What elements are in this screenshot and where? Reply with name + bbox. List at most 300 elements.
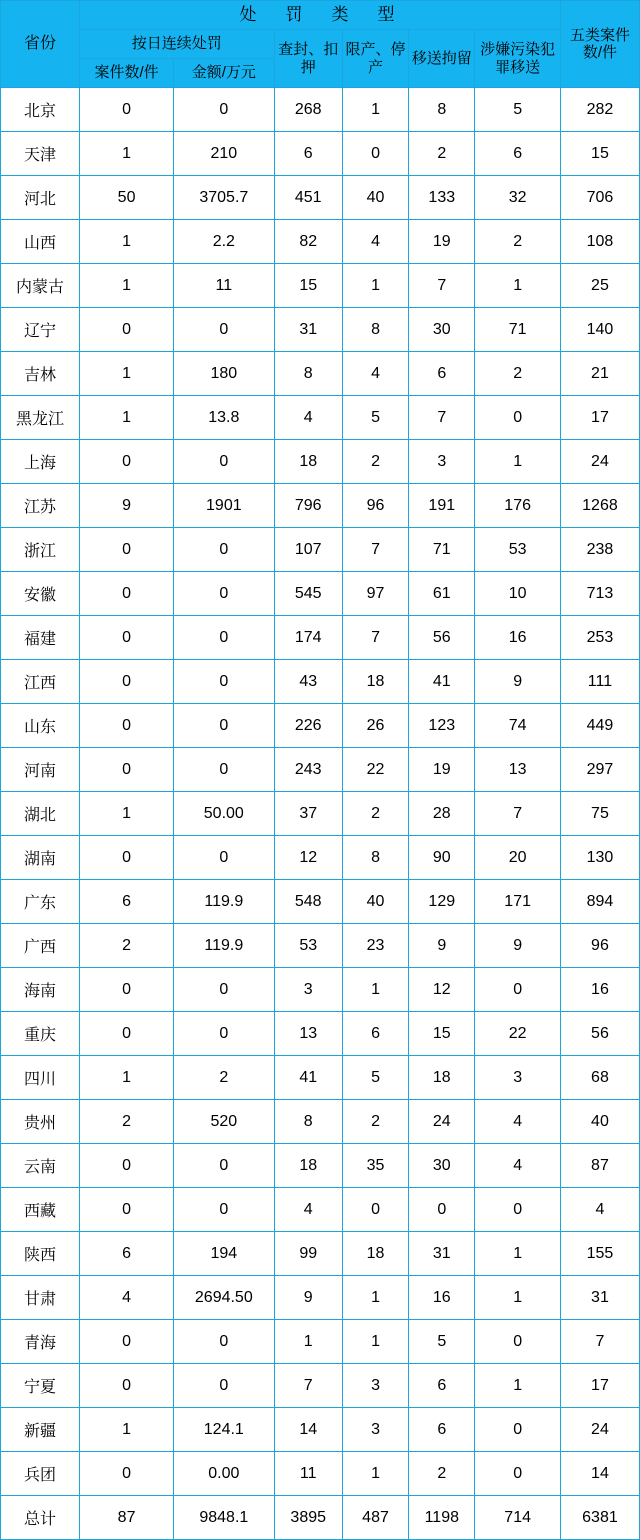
cell-five-category-total: 75 — [560, 792, 639, 836]
cell-seal-seize: 37 — [274, 792, 342, 836]
cell-province: 内蒙古 — [1, 264, 80, 308]
table-row — [1, 748, 640, 792]
cell-limit-stop: 7 — [342, 616, 408, 660]
cell-province: 天津 — [1, 132, 80, 176]
table-row — [1, 792, 640, 836]
cell-seal-seize: 243 — [274, 748, 342, 792]
cell-five-category-total: 238 — [560, 528, 639, 572]
cell-daily-case-count: 1 — [80, 352, 174, 396]
cell-transfer-detention: 56 — [409, 616, 475, 660]
cell-seal-seize: 18 — [274, 1144, 342, 1188]
table-row — [1, 528, 640, 572]
cell-seal-seize: 796 — [274, 484, 342, 528]
cell-five-category-total: 40 — [560, 1100, 639, 1144]
cell-daily-amount: 0 — [174, 1012, 274, 1056]
cell-seal-seize: 4 — [274, 396, 342, 440]
cell-transfer-detention: 41 — [409, 660, 475, 704]
cell-daily-amount: 50.00 — [174, 792, 274, 836]
cell-limit-stop: 8 — [342, 308, 408, 352]
cell-five-category-total: 155 — [560, 1232, 639, 1276]
cell-crime-transfer: 0 — [475, 1452, 560, 1496]
cell-five-category-total: 297 — [560, 748, 639, 792]
cell-daily-case-count: 0 — [80, 616, 174, 660]
cell-five-category-total: 108 — [560, 220, 639, 264]
table-row — [1, 308, 640, 352]
cell-limit-stop: 23 — [342, 924, 408, 968]
cell-transfer-detention: 1198 — [409, 1496, 475, 1540]
header-amount: 金额/万元 — [174, 59, 274, 88]
cell-province: 福建 — [1, 616, 80, 660]
cell-province: 湖南 — [1, 836, 80, 880]
cell-crime-transfer: 1 — [475, 264, 560, 308]
header-province: 省份 — [1, 1, 80, 88]
cell-province: 江苏 — [1, 484, 80, 528]
cell-seal-seize: 43 — [274, 660, 342, 704]
cell-daily-case-count: 0 — [80, 1012, 174, 1056]
header-row-2 — [1, 30, 640, 59]
cell-province: 重庆 — [1, 1012, 80, 1056]
cell-five-category-total: 706 — [560, 176, 639, 220]
cell-five-category-total: 17 — [560, 1364, 639, 1408]
cell-daily-case-count: 6 — [80, 1232, 174, 1276]
table-row — [1, 220, 640, 264]
cell-province: 总计 — [1, 1496, 80, 1540]
cell-daily-amount: 0 — [174, 1144, 274, 1188]
cell-crime-transfer: 53 — [475, 528, 560, 572]
cell-limit-stop: 22 — [342, 748, 408, 792]
cell-transfer-detention: 133 — [409, 176, 475, 220]
cell-limit-stop: 26 — [342, 704, 408, 748]
cell-daily-case-count: 0 — [80, 968, 174, 1012]
table-row — [1, 1320, 640, 1364]
cell-province: 吉林 — [1, 352, 80, 396]
cell-crime-transfer: 6 — [475, 132, 560, 176]
cell-five-category-total: 894 — [560, 880, 639, 924]
cell-crime-transfer: 74 — [475, 704, 560, 748]
cell-daily-case-count: 87 — [80, 1496, 174, 1540]
cell-transfer-detention: 15 — [409, 1012, 475, 1056]
cell-limit-stop: 8 — [342, 836, 408, 880]
cell-five-category-total: 24 — [560, 440, 639, 484]
cell-seal-seize: 1 — [274, 1320, 342, 1364]
cell-crime-transfer: 3 — [475, 1056, 560, 1100]
cell-crime-transfer: 2 — [475, 220, 560, 264]
cell-daily-amount: 0.00 — [174, 1452, 274, 1496]
cell-daily-amount: 0 — [174, 572, 274, 616]
cell-limit-stop: 4 — [342, 352, 408, 396]
cell-five-category-total: 16 — [560, 968, 639, 1012]
cell-province: 安徽 — [1, 572, 80, 616]
cell-seal-seize: 545 — [274, 572, 342, 616]
cell-five-category-total: 31 — [560, 1276, 639, 1320]
cell-five-category-total: 25 — [560, 264, 639, 308]
cell-crime-transfer: 13 — [475, 748, 560, 792]
cell-five-category-total: 87 — [560, 1144, 639, 1188]
cell-daily-case-count: 50 — [80, 176, 174, 220]
cell-five-category-total: 713 — [560, 572, 639, 616]
cell-daily-amount: 0 — [174, 528, 274, 572]
cell-crime-transfer: 4 — [475, 1144, 560, 1188]
cell-limit-stop: 1 — [342, 1276, 408, 1320]
cell-seal-seize: 13 — [274, 1012, 342, 1056]
cell-daily-case-count: 9 — [80, 484, 174, 528]
cell-daily-amount: 0 — [174, 88, 274, 132]
cell-province: 河南 — [1, 748, 80, 792]
cell-daily-case-count: 0 — [80, 440, 174, 484]
cell-province: 江西 — [1, 660, 80, 704]
cell-daily-amount: 124.1 — [174, 1408, 274, 1452]
cell-daily-case-count: 0 — [80, 308, 174, 352]
cell-seal-seize: 268 — [274, 88, 342, 132]
table-row — [1, 836, 640, 880]
cell-province: 兵团 — [1, 1452, 80, 1496]
header-limit-stop-production: 限产、停产 — [342, 30, 408, 88]
cell-province: 新疆 — [1, 1408, 80, 1452]
cell-seal-seize: 41 — [274, 1056, 342, 1100]
cell-daily-case-count: 0 — [80, 528, 174, 572]
cell-transfer-detention: 3 — [409, 440, 475, 484]
cell-daily-amount: 194 — [174, 1232, 274, 1276]
cell-five-category-total: 56 — [560, 1012, 639, 1056]
cell-province: 广西 — [1, 924, 80, 968]
cell-transfer-detention: 7 — [409, 396, 475, 440]
cell-province: 辽宁 — [1, 308, 80, 352]
cell-province: 四川 — [1, 1056, 80, 1100]
cell-crime-transfer: 9 — [475, 924, 560, 968]
cell-seal-seize: 451 — [274, 176, 342, 220]
cell-seal-seize: 12 — [274, 836, 342, 880]
table-row — [1, 1276, 640, 1320]
cell-province: 浙江 — [1, 528, 80, 572]
cell-seal-seize: 15 — [274, 264, 342, 308]
cell-crime-transfer: 10 — [475, 572, 560, 616]
cell-five-category-total: 14 — [560, 1452, 639, 1496]
header-case-count: 案件数/件 — [80, 59, 174, 88]
cell-transfer-detention: 6 — [409, 1364, 475, 1408]
cell-transfer-detention: 9 — [409, 924, 475, 968]
cell-daily-case-count: 0 — [80, 704, 174, 748]
cell-daily-case-count: 1 — [80, 792, 174, 836]
cell-five-category-total: 1268 — [560, 484, 639, 528]
cell-province: 河北 — [1, 176, 80, 220]
table-row — [1, 616, 640, 660]
cell-transfer-detention: 30 — [409, 308, 475, 352]
table-row — [1, 924, 640, 968]
cell-daily-case-count: 0 — [80, 1364, 174, 1408]
cell-daily-amount: 0 — [174, 308, 274, 352]
cell-province: 陕西 — [1, 1232, 80, 1276]
cell-five-category-total: 111 — [560, 660, 639, 704]
cell-crime-transfer: 20 — [475, 836, 560, 880]
table-row — [1, 1144, 640, 1188]
table-row — [1, 484, 640, 528]
cell-daily-case-count: 0 — [80, 748, 174, 792]
cell-limit-stop: 1 — [342, 968, 408, 1012]
cell-five-category-total: 449 — [560, 704, 639, 748]
cell-seal-seize: 82 — [274, 220, 342, 264]
cell-crime-transfer: 5 — [475, 88, 560, 132]
header-five-category-total: 五类案件数/件 — [560, 1, 639, 88]
cell-crime-transfer: 1 — [475, 1276, 560, 1320]
cell-daily-case-count: 1 — [80, 264, 174, 308]
cell-daily-amount: 1901 — [174, 484, 274, 528]
cell-daily-case-count: 1 — [80, 132, 174, 176]
cell-limit-stop: 18 — [342, 1232, 408, 1276]
cell-daily-amount: 119.9 — [174, 924, 274, 968]
cell-daily-amount: 180 — [174, 352, 274, 396]
cell-daily-amount: 0 — [174, 616, 274, 660]
header-row-1 — [1, 1, 640, 30]
cell-crime-transfer: 176 — [475, 484, 560, 528]
cell-transfer-detention: 90 — [409, 836, 475, 880]
cell-daily-case-count: 0 — [80, 1452, 174, 1496]
cell-seal-seize: 3 — [274, 968, 342, 1012]
cell-limit-stop: 6 — [342, 1012, 408, 1056]
cell-transfer-detention: 19 — [409, 748, 475, 792]
cell-seal-seize: 226 — [274, 704, 342, 748]
cell-crime-transfer: 32 — [475, 176, 560, 220]
cell-daily-case-count: 0 — [80, 1320, 174, 1364]
cell-crime-transfer: 7 — [475, 792, 560, 836]
cell-crime-transfer: 1 — [475, 1364, 560, 1408]
cell-transfer-detention: 123 — [409, 704, 475, 748]
cell-seal-seize: 107 — [274, 528, 342, 572]
cell-five-category-total: 17 — [560, 396, 639, 440]
cell-province: 湖北 — [1, 792, 80, 836]
cell-daily-case-count: 0 — [80, 660, 174, 704]
cell-transfer-detention: 7 — [409, 264, 475, 308]
cell-limit-stop: 40 — [342, 880, 408, 924]
cell-province: 甘肃 — [1, 1276, 80, 1320]
cell-province: 海南 — [1, 968, 80, 1012]
cell-daily-amount: 520 — [174, 1100, 274, 1144]
cell-limit-stop: 0 — [342, 1188, 408, 1232]
cell-transfer-detention: 19 — [409, 220, 475, 264]
cell-province: 北京 — [1, 88, 80, 132]
cell-daily-case-count: 2 — [80, 1100, 174, 1144]
cell-limit-stop: 1 — [342, 1452, 408, 1496]
cell-daily-amount: 0 — [174, 1188, 274, 1232]
header-seal-seize: 查封、扣押 — [274, 30, 342, 88]
cell-daily-case-count: 0 — [80, 1188, 174, 1232]
table-row — [1, 1232, 640, 1276]
cell-daily-case-count: 6 — [80, 880, 174, 924]
table-row — [1, 1056, 640, 1100]
cell-daily-case-count: 0 — [80, 572, 174, 616]
cell-limit-stop: 3 — [342, 1364, 408, 1408]
cell-seal-seize: 99 — [274, 1232, 342, 1276]
cell-limit-stop: 5 — [342, 396, 408, 440]
cell-province: 山东 — [1, 704, 80, 748]
cell-seal-seize: 6 — [274, 132, 342, 176]
table-row — [1, 1408, 640, 1452]
cell-five-category-total: 4 — [560, 1188, 639, 1232]
cell-transfer-detention: 24 — [409, 1100, 475, 1144]
cell-transfer-detention: 31 — [409, 1232, 475, 1276]
cell-limit-stop: 2 — [342, 792, 408, 836]
cell-five-category-total: 21 — [560, 352, 639, 396]
table-row — [1, 572, 640, 616]
cell-transfer-detention: 2 — [409, 1452, 475, 1496]
cell-limit-stop: 2 — [342, 1100, 408, 1144]
cell-transfer-detention: 18 — [409, 1056, 475, 1100]
header-pollution-crime-transfer: 涉嫌污染犯罪移送 — [475, 30, 560, 88]
cell-limit-stop: 487 — [342, 1496, 408, 1540]
cell-daily-case-count: 0 — [80, 88, 174, 132]
cell-seal-seize: 4 — [274, 1188, 342, 1232]
cell-daily-amount: 119.9 — [174, 880, 274, 924]
cell-limit-stop: 0 — [342, 132, 408, 176]
cell-daily-amount: 3705.7 — [174, 176, 274, 220]
cell-seal-seize: 7 — [274, 1364, 342, 1408]
cell-transfer-detention: 6 — [409, 352, 475, 396]
cell-province: 云南 — [1, 1144, 80, 1188]
cell-daily-amount: 2694.50 — [174, 1276, 274, 1320]
cell-five-category-total: 24 — [560, 1408, 639, 1452]
cell-daily-amount: 13.8 — [174, 396, 274, 440]
cell-crime-transfer: 0 — [475, 1320, 560, 1364]
table-total-row — [1, 1496, 640, 1540]
table-row — [1, 396, 640, 440]
cell-five-category-total: 253 — [560, 616, 639, 660]
cell-five-category-total: 68 — [560, 1056, 639, 1100]
cell-transfer-detention: 8 — [409, 88, 475, 132]
cell-daily-amount: 0 — [174, 704, 274, 748]
cell-five-category-total: 140 — [560, 308, 639, 352]
cell-crime-transfer: 71 — [475, 308, 560, 352]
cell-crime-transfer: 0 — [475, 1408, 560, 1452]
cell-five-category-total: 15 — [560, 132, 639, 176]
cell-crime-transfer: 714 — [475, 1496, 560, 1540]
header-daily-continuous-penalty: 按日连续处罚 — [80, 30, 274, 59]
cell-seal-seize: 548 — [274, 880, 342, 924]
table-row — [1, 1364, 640, 1408]
cell-transfer-detention: 61 — [409, 572, 475, 616]
cell-daily-case-count: 1 — [80, 220, 174, 264]
cell-limit-stop: 1 — [342, 88, 408, 132]
cell-five-category-total: 96 — [560, 924, 639, 968]
cell-five-category-total: 130 — [560, 836, 639, 880]
cell-five-category-total: 282 — [560, 88, 639, 132]
table-header — [1, 1, 640, 88]
table-row — [1, 1012, 640, 1056]
table-row — [1, 968, 640, 1012]
cell-seal-seize: 11 — [274, 1452, 342, 1496]
cell-daily-case-count: 0 — [80, 836, 174, 880]
cell-crime-transfer: 9 — [475, 660, 560, 704]
cell-limit-stop: 1 — [342, 1320, 408, 1364]
cell-transfer-detention: 129 — [409, 880, 475, 924]
cell-province: 西藏 — [1, 1188, 80, 1232]
cell-crime-transfer: 1 — [475, 440, 560, 484]
cell-limit-stop: 2 — [342, 440, 408, 484]
cell-daily-amount: 0 — [174, 440, 274, 484]
table-body — [1, 88, 640, 1540]
cell-transfer-detention: 16 — [409, 1276, 475, 1320]
cell-daily-case-count: 4 — [80, 1276, 174, 1320]
cell-limit-stop: 7 — [342, 528, 408, 572]
table-row — [1, 1452, 640, 1496]
cell-transfer-detention: 71 — [409, 528, 475, 572]
cell-province: 青海 — [1, 1320, 80, 1364]
cell-seal-seize: 53 — [274, 924, 342, 968]
cell-crime-transfer: 4 — [475, 1100, 560, 1144]
cell-transfer-detention: 0 — [409, 1188, 475, 1232]
cell-seal-seize: 174 — [274, 616, 342, 660]
cell-seal-seize: 18 — [274, 440, 342, 484]
table-row — [1, 1100, 640, 1144]
cell-limit-stop: 97 — [342, 572, 408, 616]
cell-transfer-detention: 191 — [409, 484, 475, 528]
cell-daily-amount: 2 — [174, 1056, 274, 1100]
cell-limit-stop: 3 — [342, 1408, 408, 1452]
cell-province: 贵州 — [1, 1100, 80, 1144]
cell-crime-transfer: 16 — [475, 616, 560, 660]
cell-seal-seize: 8 — [274, 1100, 342, 1144]
cell-limit-stop: 5 — [342, 1056, 408, 1100]
cell-seal-seize: 31 — [274, 308, 342, 352]
cell-transfer-detention: 30 — [409, 1144, 475, 1188]
table-row — [1, 88, 640, 132]
cell-province: 上海 — [1, 440, 80, 484]
cell-transfer-detention: 5 — [409, 1320, 475, 1364]
cell-seal-seize: 14 — [274, 1408, 342, 1452]
table-row — [1, 704, 640, 748]
cell-crime-transfer: 22 — [475, 1012, 560, 1056]
cell-daily-case-count: 1 — [80, 1408, 174, 1452]
cell-daily-case-count: 2 — [80, 924, 174, 968]
cell-five-category-total: 7 — [560, 1320, 639, 1364]
cell-transfer-detention: 6 — [409, 1408, 475, 1452]
cell-daily-amount: 0 — [174, 748, 274, 792]
table-row — [1, 660, 640, 704]
cell-crime-transfer: 0 — [475, 396, 560, 440]
cell-daily-amount: 0 — [174, 1364, 274, 1408]
cell-seal-seize: 3895 — [274, 1496, 342, 1540]
cell-province: 山西 — [1, 220, 80, 264]
table-row — [1, 352, 640, 396]
table-row — [1, 440, 640, 484]
cell-five-category-total: 6381 — [560, 1496, 639, 1540]
cell-crime-transfer: 171 — [475, 880, 560, 924]
cell-limit-stop: 18 — [342, 660, 408, 704]
cell-province: 黑龙江 — [1, 396, 80, 440]
cell-limit-stop: 40 — [342, 176, 408, 220]
cell-transfer-detention: 2 — [409, 132, 475, 176]
cell-limit-stop: 96 — [342, 484, 408, 528]
cell-daily-amount: 0 — [174, 968, 274, 1012]
cell-daily-case-count: 1 — [80, 1056, 174, 1100]
header-transfer-detention: 移送拘留 — [409, 30, 475, 88]
cell-limit-stop: 4 — [342, 220, 408, 264]
cell-province: 宁夏 — [1, 1364, 80, 1408]
cell-seal-seize: 8 — [274, 352, 342, 396]
cell-daily-amount: 9848.1 — [174, 1496, 274, 1540]
cell-province: 广东 — [1, 880, 80, 924]
cell-limit-stop: 35 — [342, 1144, 408, 1188]
header-punishment-type: 处 罚 类 型 — [80, 1, 561, 30]
cell-seal-seize: 9 — [274, 1276, 342, 1320]
table-row — [1, 264, 640, 308]
cell-daily-case-count: 0 — [80, 1144, 174, 1188]
cell-crime-transfer: 0 — [475, 1188, 560, 1232]
cell-transfer-detention: 12 — [409, 968, 475, 1012]
table-row — [1, 1188, 640, 1232]
cell-daily-case-count: 1 — [80, 396, 174, 440]
cell-daily-amount: 0 — [174, 1320, 274, 1364]
cell-daily-amount: 210 — [174, 132, 274, 176]
cell-crime-transfer: 2 — [475, 352, 560, 396]
